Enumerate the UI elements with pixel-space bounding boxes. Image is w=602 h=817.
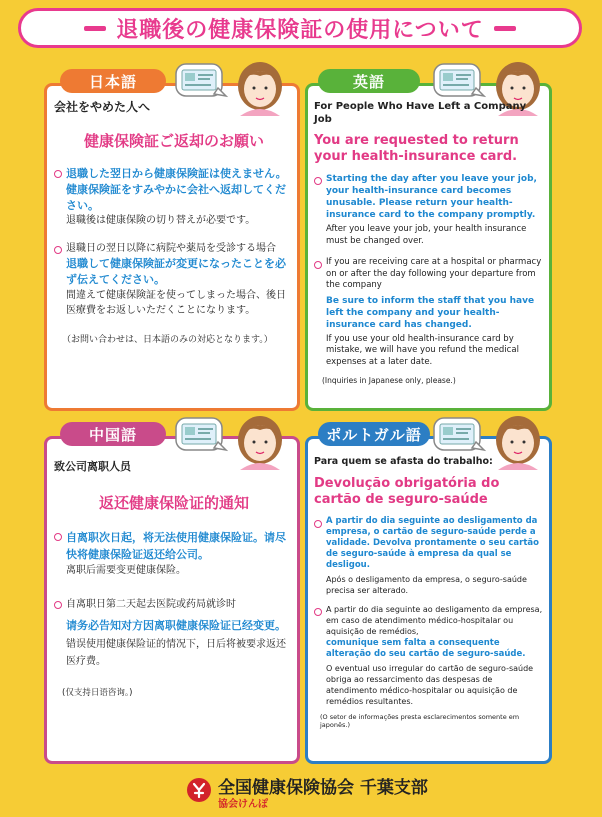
lead-text: For People Who Have Left a Company Job <box>314 101 527 125</box>
bullet-emphasis: 自离职次日起，将无法使用健康保险证。请尽快将健康保险证返还给公司。 <box>66 531 286 561</box>
bullet-body: Após o desligamento da empresa, o seguro-saúde precisa ser alterado. <box>326 575 527 595</box>
organization-name: 全国健康保険協会 千葉支部 <box>218 778 428 798</box>
list-item <box>314 257 546 368</box>
list-item <box>54 529 294 579</box>
bullet-body: O eventual uso irregular do cartão de seguro-saúde obriga ao ressarcimento das despesas de atendimento médico-hospitalar ou aquisição de remédios resultantes. <box>326 664 534 706</box>
inquiry-note: (仅支持日语咨询。) <box>62 688 133 698</box>
bullet-body: After you leave your job, your health insurance must be changed over. <box>326 224 527 246</box>
bullet-emphasis: 退職した翌日から健康保険証は使えません。健康保険証をすみやかに会社へ返却してください。 <box>66 167 287 212</box>
lead-text: 致公司离职人员 <box>54 460 131 473</box>
english-content <box>314 96 546 385</box>
lead-text: 会社をやめた人へ <box>54 100 151 114</box>
bullet-body: A partir do dia seguinte ao desligamento da empresa, em caso de atendimento médico-hospitalar ou aquisição de remédios, <box>326 605 543 636</box>
title-dash-right <box>494 26 516 31</box>
tab-chinese: 中国語 <box>60 422 166 446</box>
japanese-content <box>54 96 294 345</box>
bullet-body: 离职后需要变更健康保险。 <box>66 565 186 576</box>
association-logo-icon <box>186 777 212 803</box>
tab-portuguese: ポルトガル語 <box>318 422 430 446</box>
bullet-emphasis: comunique sem falta a consequente alteração do seu cartão de seguro-saúde. <box>326 638 526 659</box>
section-heading: 健康保険証ご返却のお願い <box>83 132 264 150</box>
footer <box>186 773 426 813</box>
inquiry-note: (Inquiries in Japanese only, please.) <box>322 376 456 385</box>
list-item <box>54 242 294 318</box>
bullet-emphasis: 请务必告知对方因离职健康保险证已经变更。 <box>66 619 286 632</box>
bullet-body: 错误使用健康保险证的情况下，日后将被要求返还医疗费。 <box>66 639 286 667</box>
bullet-body: 間違えて健康保険証を使ってしまった場合、後日医療費をお返しいただくことになります。 <box>66 290 286 316</box>
bullet-emphasis: 退職して健康保険証が変更になったことを必ず伝えてください。 <box>66 257 286 286</box>
inquiry-note: (O setor de informações presta esclarecimentos somente em japonês.) <box>320 713 520 729</box>
bullet-body: 自离职日第二天起去医院或药局就诊时 <box>66 599 236 610</box>
section-heading: You are requested to return your health-insurance card. <box>314 133 519 164</box>
list-item <box>314 173 546 247</box>
list-item <box>314 516 546 596</box>
list-item <box>54 166 294 228</box>
chinese-content <box>54 454 294 698</box>
tab-english: 英語 <box>318 69 420 93</box>
bullet-emphasis: Starting the day after you leave your job, your health-insurance card becomes unusable. Please return your health-insurance card to the company promptly. <box>326 174 537 220</box>
list-item <box>314 604 546 707</box>
page-title-banner <box>18 8 582 48</box>
title-dash-left <box>84 26 106 31</box>
bullet-body: If you are receiving care at a hospital or pharmacy on or after the day following your departure from the company <box>326 257 542 290</box>
bullet-emphasis: A partir do dia seguinte ao desligamento da empresa, o cartão de seguro-saúde perde a validade. Devolva prontamente o seu cartão de seguro-saúde à empresa da qual se desligou. <box>326 516 539 570</box>
bullet-body: If you use your old health-insurance card by mistake, we will have you refund the medical expenses at a later date. <box>326 333 519 367</box>
lead-text: Para quem se afasta do trabalho: <box>314 456 493 467</box>
section-heading: 返还健康保险证的通知 <box>98 494 249 512</box>
page-title: 退職後の健康保険証の使用について <box>116 17 484 43</box>
bullet-emphasis: Be sure to inform the staff that you have left the company and your health-insurance card has changed. <box>326 295 535 330</box>
tab-japanese: 日本語 <box>60 69 166 93</box>
bullet-body: 退職日の翌日以降に病院や薬局を受診する場合 <box>66 243 276 254</box>
section-heading: Devolução obrigatória do cartão de seguro-saúde <box>314 476 500 507</box>
list-item <box>54 597 294 670</box>
bullet-body: 退職後は健康保険の切り替えが必要です。 <box>66 215 256 226</box>
inquiry-note: （お問い合わせは、日本語のみの対応となります。） <box>62 335 273 345</box>
organization-brand: 協会けんぽ <box>218 799 268 810</box>
portuguese-content <box>314 454 546 729</box>
